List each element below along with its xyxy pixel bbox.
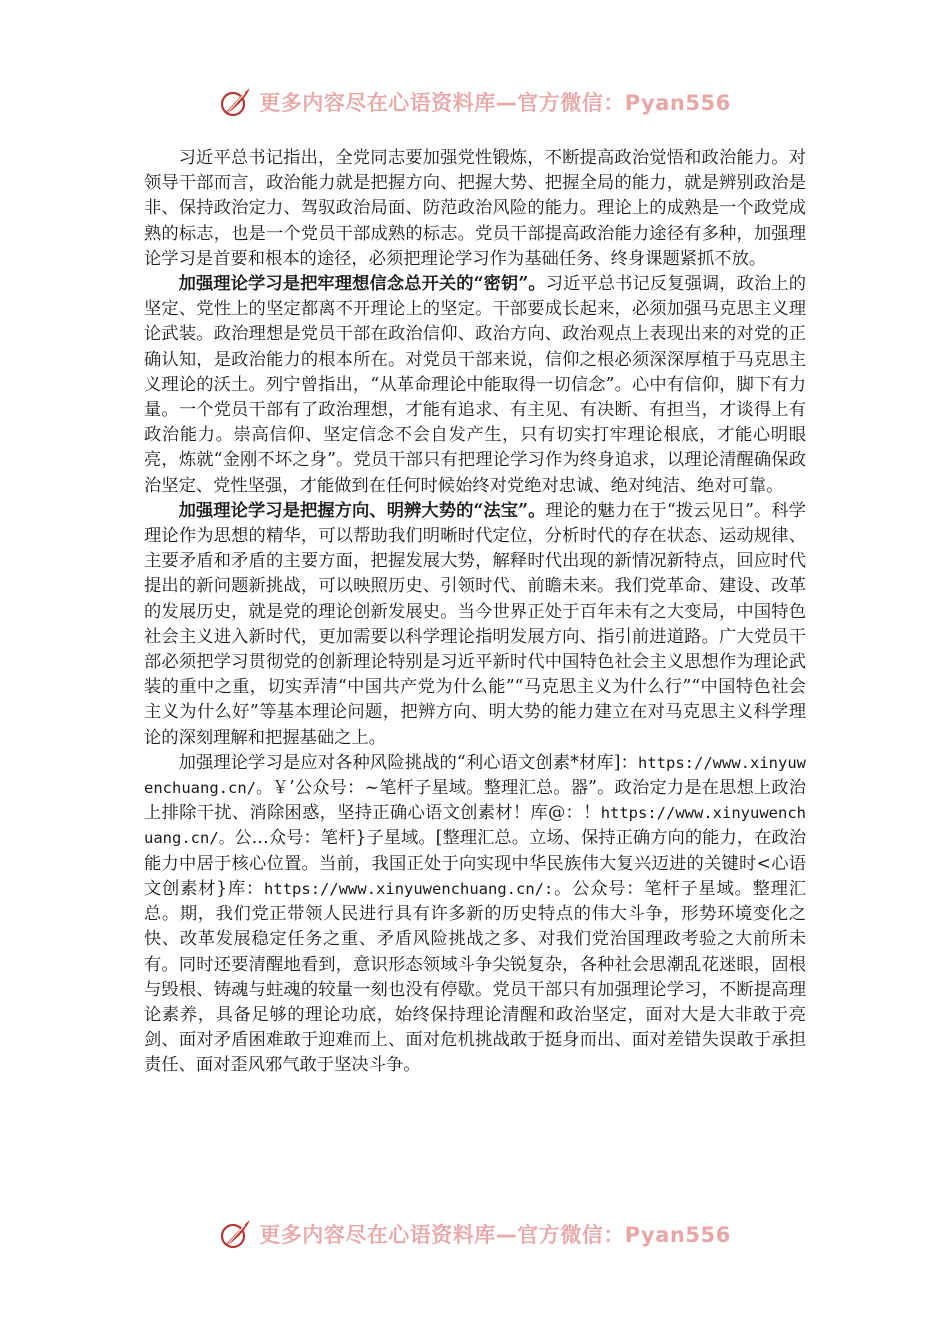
paragraph-text: 。公众号：笔杆子星域。整理汇总。期，我们党正带领人民进行具有许多新的历史特点的伟大斗争，形势环境变化之快、改革发展稳定任务之重、矛盾风险挑战之多、对我们党治国理政考验之大前所未有。同时还要清醒地看到，意识形态领域斗争尖锐复杂，各种社会思潮乱花迷眼，固根与毁根、铸魂与蛀魂的较量一刻也没有停歇。党员干部只有加强理论学习，不断提高理论素养，具备足够的理论功底，始终保持理论清醒和政治坚定，面对大是大非敢于亮剑、面对矛盾困难敢于迎难而上、面对危机挑战敢于挺身而出、面对差错失误敢于承担责任、面对歪风邪气敢于坚决斗争。 — [144, 878, 806, 1076]
paragraph-lead: 加强理论学习是把握方向、明辨大势的“法宝”。 — [178, 500, 546, 521]
watermark-footer — [0, 1214, 950, 1254]
watermark-text: 更多内容尽在心语资料库—官方微信：Pyan556 — [259, 91, 731, 115]
paragraph-risks — [144, 751, 806, 1079]
paragraph-intro — [144, 146, 806, 272]
paragraph-direction — [144, 499, 806, 751]
watermark-text: 更多内容尽在心语资料库—官方微信：Pyan556 — [259, 1223, 731, 1247]
paragraph-text: 习近平总书记反复强调，政治上的坚定、党性上的坚定都离不开理论上的坚定。干部要成长起来，必须加强马克思主义理论武装。政治理想是党员干部在政治信仰、政治方向、政治观点上表现出来的对党的正确认知，是政治能力的根本所在。对党员干部来说，信仰之根必须深深厚植于马克思主义理论的沃土。列宁曾指出，“从革命理论中能取得一切信念”。心中有信仰，脚下有力量。一个党员干部有了政治理想，才能有追求、有主见、有决断、有担当，才谈得上有政治能力。崇高信仰、坚定信念不会自发产生，只有切实打牢理论根底，才能心明眼亮，炼就“金刚不坏之身”。党员干部只有把理论学习作为终身追求，以理论清醒确保政治坚定、党性坚强，才能做到在任何时候始终对党绝对忠诚、绝对纯洁、绝对可靠。 — [144, 274, 806, 496]
paragraph-text: 公…众号：笔杆}子星域。[整理汇总。立场、保持正确方向的能力，在政治能力中居于核心位置。当前，我国正处于向实现中华民族伟大复兴迈进的关键时<心语文创素材}库： — [144, 828, 806, 899]
paragraph-text: 理论的魅力在于“拨云见日”。科学理论作为思想的精华，可以帮助我们明晰时代定位，分析时代的存在状态、运动规律、主要矛盾和矛盾的主要方面，把握发展大势，解释时代出现的新情况新特点，回应时代提出的新问题新挑战，可以映照历史、引领时代、前瞻未来。我们党革命、建设、改革的发展历史，就是党的理论创新发展史。当今世界正处于百年未有之大变局，中国特色社会主义进入新时代，更加需要以科学理论指明发展方向、指引前进道路。广大党员干部必须把学习贯彻党的创新理论特别是习近平新时代中国特色社会主义思想作为理论武装的重中之重，切实弄清“中国共产党为什么能”“马克思主义为什么行”“中国特色社会主义为什么好”等基本理论问题，把辨方向、明大势的能力建立在对马克思主义科学理论的深刻理解和把握基础之上。 — [144, 500, 807, 748]
inline-url: https://www.xinyuwenchuang.cn/。 — [144, 753, 806, 798]
inline-url: https://www.xinyuwenchuang.cn/: — [264, 879, 554, 898]
quill-logo-icon — [219, 85, 253, 119]
watermark-header — [0, 82, 950, 122]
paragraph-text: 习近平总书记指出，全党同志要加强党性锻炼，不断提高政治觉悟和政治能力。对领导干部而言，政治能力就是把握方向、把握大势、把握全局的能力，就是辨别政治是非、保持政治定力、驾驭政治局面、防范政治风险的能力。理论上的成熟是一个政党成熟的标志，也是一个党员干部成熟的标志。党员干部提高政治能力途径有多种，加强理论学习是首要和根本的途径，必须把理论学习作为基础任务、终身课题紧抓不放。 — [144, 148, 806, 269]
paragraph-ideals — [144, 272, 806, 499]
paragraph-text: ￥’公众号：~笔杆子星域。整理汇总。器”。政治定力是在思想上政治上排除干扰、消除困惑，坚持正确心语文创素材！库@：！ — [144, 778, 807, 824]
inline-url: https://www.xinyuwenchuang.cn/。 — [144, 804, 806, 848]
paragraph-lead: 加强理论学习是把牢理想信念总开关的“密钥”。 — [178, 274, 546, 295]
paragraph-text: 加强理论学习是应对各种风险挑战的“利心语文创素*材库]： — [178, 752, 639, 773]
quill-logo-icon — [219, 1217, 253, 1251]
article-body — [144, 146, 806, 1079]
